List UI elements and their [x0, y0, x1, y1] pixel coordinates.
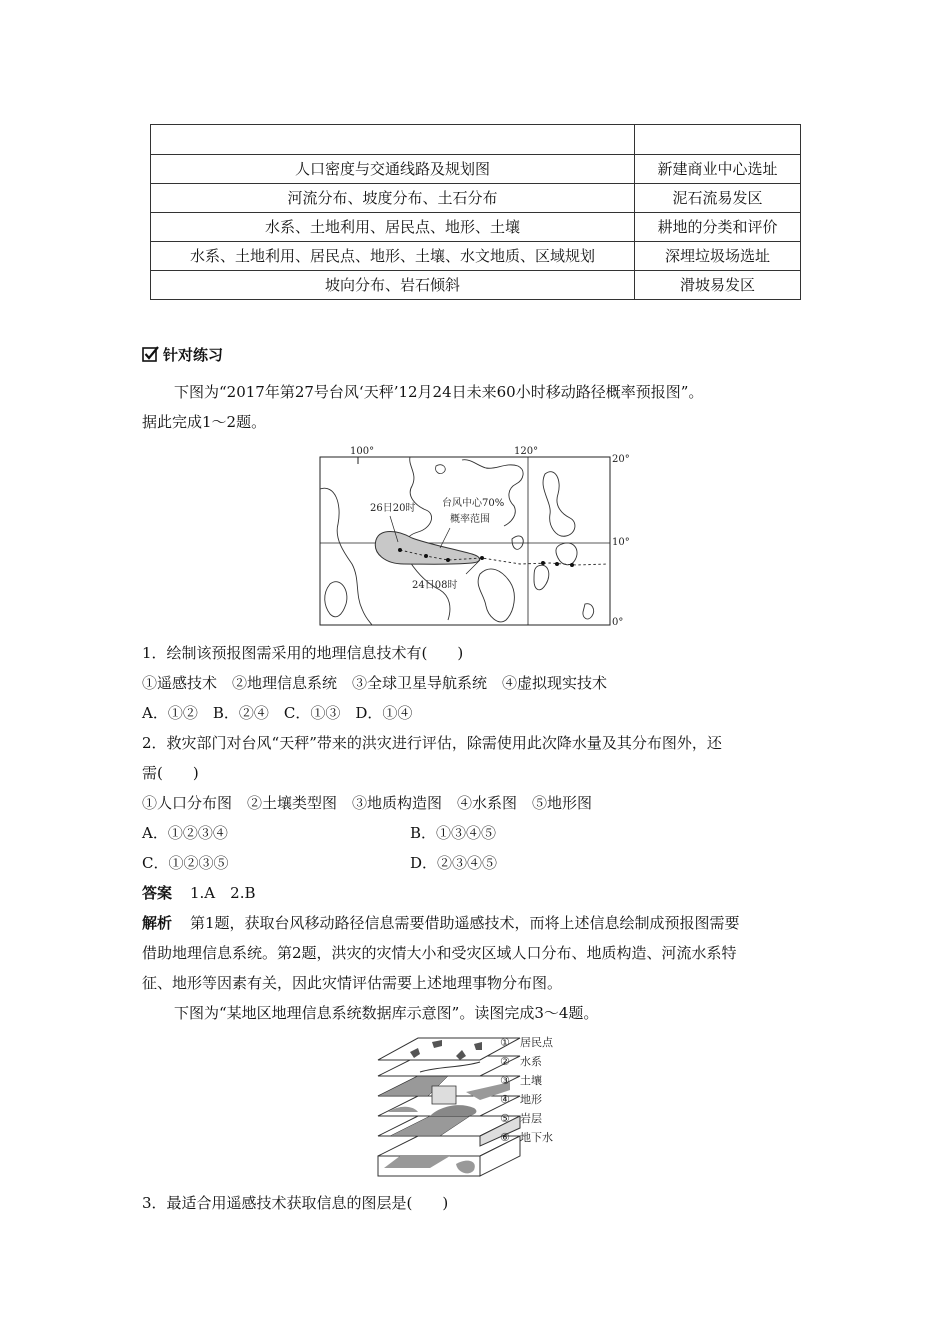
table-row	[151, 242, 801, 271]
layer-1-name: 居民点	[520, 1036, 553, 1049]
typhoon-forecast-map	[300, 444, 640, 630]
layer-6-name: 地下水	[520, 1131, 553, 1144]
checkbox-check-icon	[142, 345, 160, 363]
intro-paragraph-1: 下图为“2017年第27号台风‘天秤’12月24日未来60小时移动路径概率预报图”。	[174, 383, 704, 401]
lat-20-label: 20°	[612, 454, 630, 465]
lat-0-label: 0°	[612, 617, 624, 628]
q2-choice-a: A．①②③④	[142, 824, 228, 842]
layer-2-name: 水系	[520, 1055, 542, 1068]
q3-stem: 3．最适合用遥感技术获取信息的图层是( )	[142, 1194, 449, 1212]
q1-options: ①遥感技术 ②地理信息系统 ③全球卫星导航系统 ④虚拟现实技术	[142, 674, 608, 692]
table-cell-data: 水系、土地利用、居民点、地形、土壤	[151, 213, 635, 242]
table-cell-data: 水系、土地利用、居民点、地形、土壤、水文地质、区域规划	[151, 242, 635, 271]
gis-application-table	[150, 124, 801, 300]
layer-2-num: ②	[500, 1055, 510, 1068]
layer-1-num: ①	[500, 1036, 510, 1049]
layer-4-num: ④	[500, 1093, 510, 1106]
table-cell-data: 人口密度与交通线路及规划图	[151, 155, 635, 184]
layer-5-name: 岩层	[520, 1112, 542, 1125]
table-row	[151, 271, 801, 300]
intro-paragraph-1-cont: 据此完成1～2题。	[142, 413, 267, 431]
table-row	[151, 155, 801, 184]
analysis-line3: 征、地形等因素有关，因此灾情评估需要上述地理事物分布图。	[142, 974, 563, 992]
layer-6-num: ⑥	[500, 1131, 510, 1144]
q1-stem: 1．绘制该预报图需采用的地理信息技术有( )	[142, 644, 464, 662]
table-cell-use: 新建商业中心选址	[635, 155, 801, 184]
label-prob-1: 台风中心70%	[442, 498, 505, 509]
label-prob-2: 概率范围	[450, 514, 490, 525]
lat-10-label: 10°	[612, 537, 630, 548]
section-title: 针对练习	[163, 346, 224, 364]
gis-layers-diagram	[370, 1032, 600, 1180]
q2-choice-b: B．①③④⑤	[410, 824, 497, 842]
lon-100-label: 100°	[350, 446, 375, 457]
q1-choices: A．①② B．②④ C．①③ D．①④	[142, 704, 413, 722]
answer-text: 1.A 2.B	[190, 884, 256, 902]
lon-120-label: 120°	[514, 446, 539, 457]
table-cell-data: 河流分布、坡度分布、土石分布	[151, 184, 635, 213]
layer-3-name: 土壤	[520, 1074, 542, 1087]
table-cell-use: 深埋垃圾场选址	[635, 242, 801, 271]
q2-stem-line2: 需( )	[142, 764, 199, 782]
analysis-line2: 借助地理信息系统。第2题，洪灾的灾情大小和受灾区域人口分布、地质构造、河流水系特	[142, 944, 737, 962]
label-24: 24日08时	[412, 580, 458, 591]
table-row	[151, 184, 801, 213]
q2-choice-d: D．②③④⑤	[410, 854, 498, 872]
q2-choice-c: C．①②③⑤	[142, 854, 229, 872]
label-26: 26日20时	[370, 503, 416, 514]
table-cell-use: 滑坡易发区	[635, 271, 801, 300]
q2-stem-line1: 2．救灾部门对台风“天秤”带来的洪灾进行评估，除需使用此次降水量及其分布图外，还	[142, 734, 722, 752]
answer-label: 答案	[142, 884, 173, 902]
layer-3-num: ③	[500, 1074, 510, 1087]
analysis-line1: 第1题，获取台风移动路径信息需要借助遥感技术，而将上述信息绘制成预报图需要	[190, 914, 740, 932]
table-header-row	[151, 125, 801, 155]
intro-paragraph-2: 下图为“某地区地理信息系统数据库示意图”。读图完成3～4题。	[174, 1004, 599, 1022]
table-row	[151, 213, 801, 242]
q2-options: ①人口分布图 ②土壤类型图 ③地质构造图 ④水系图 ⑤地形图	[142, 794, 593, 812]
table-cell-use: 耕地的分类和评价	[635, 213, 801, 242]
table-cell-data: 坡向分布、岩石倾斜	[151, 271, 635, 300]
layer-4-name: 地形	[520, 1093, 542, 1106]
table-cell-use: 泥石流易发区	[635, 184, 801, 213]
layer-5-num: ⑤	[500, 1112, 510, 1125]
analysis-label: 解析	[142, 914, 173, 932]
